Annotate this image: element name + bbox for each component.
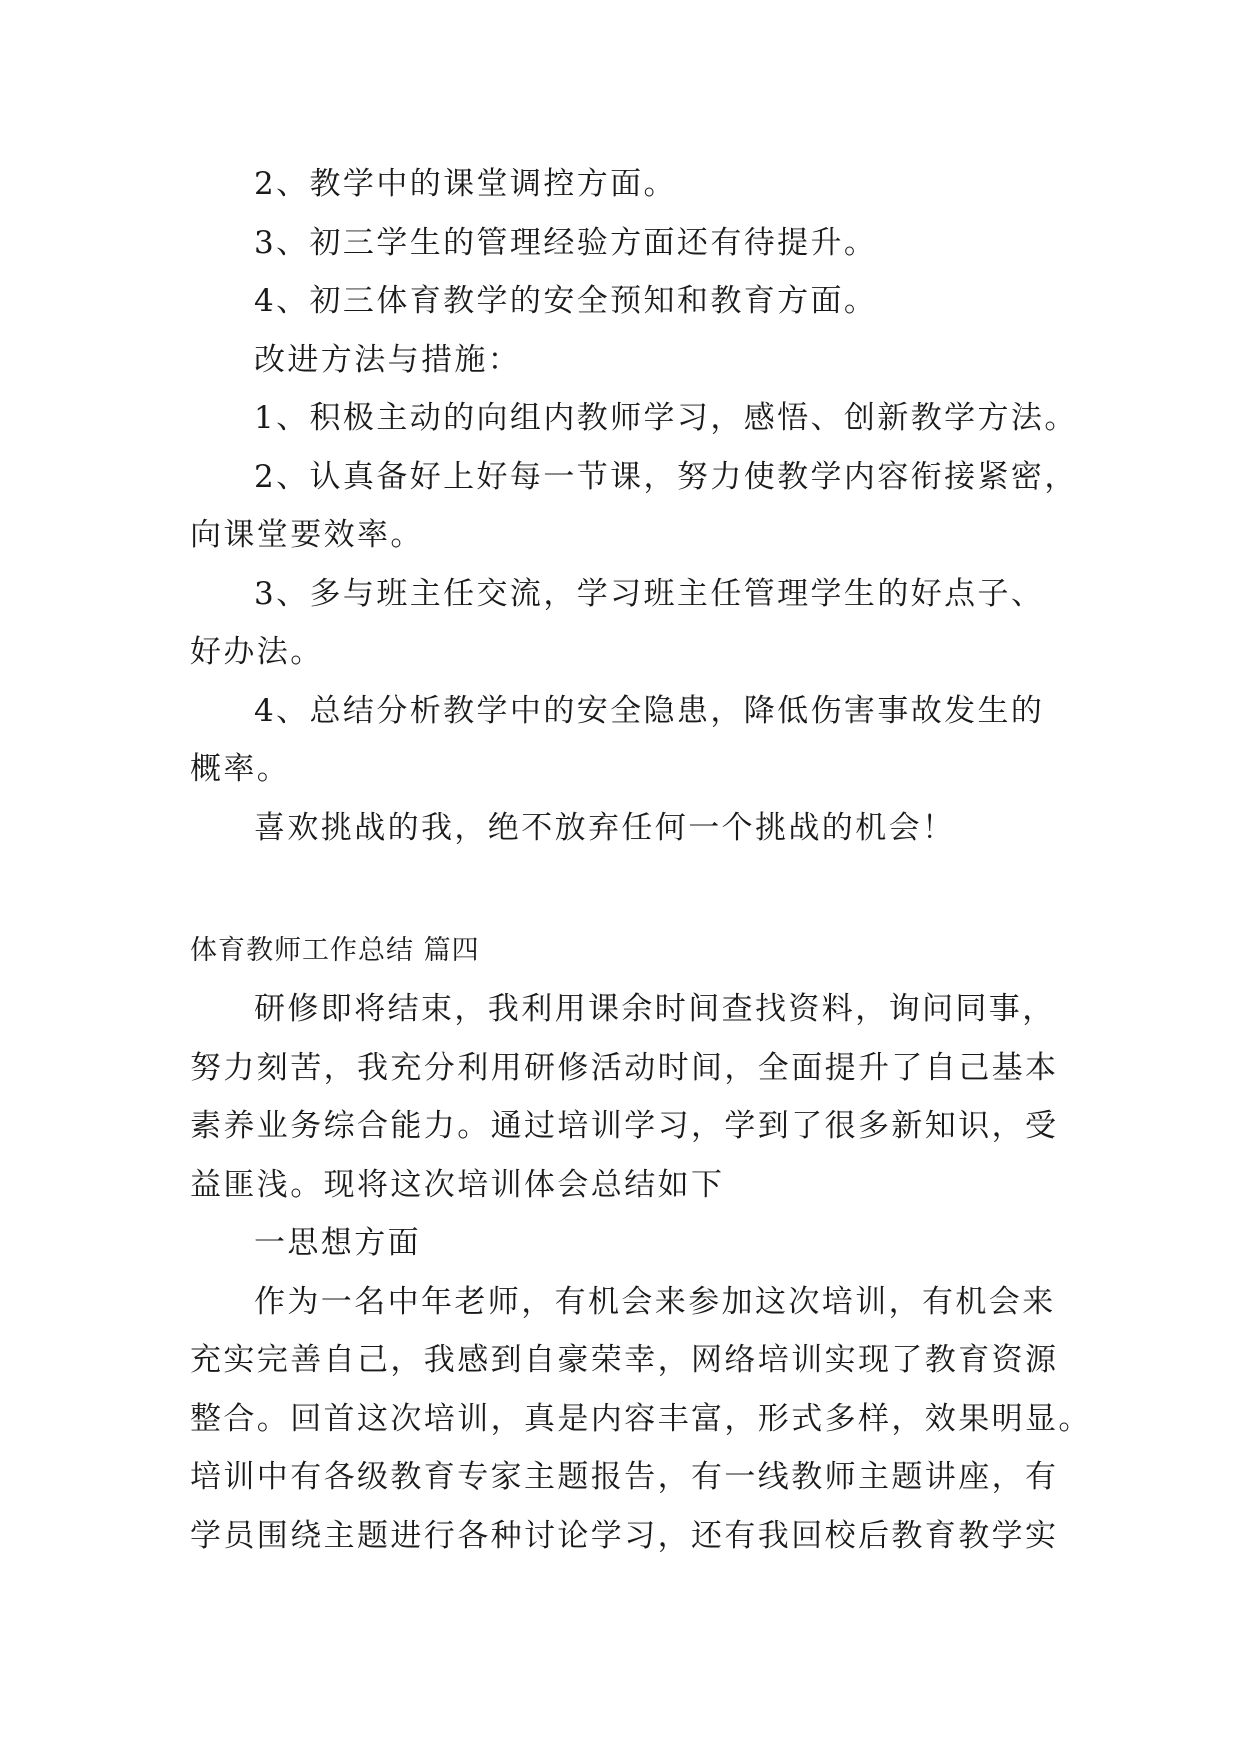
paragraph-line: 培训中有各级教育专家主题报告，有一线教师主题讲座，有 <box>190 1459 1059 1495</box>
paragraph-line: 努力刻苦，我充分利用研修活动时间，全面提升了自己基本 <box>190 1049 1059 1086</box>
paragraph-line: 3、初三学生的管理经验方面还有待提升。 <box>254 224 878 261</box>
paragraph-line: 4、总结分析教学中的安全隐患，降低伤害事故发生的 <box>254 692 1045 729</box>
section-title: 体育教师工作总结 篇四 <box>190 935 480 966</box>
paragraph-line: 概率。 <box>190 751 291 787</box>
paragraph-line: 喜欢挑战的我，绝不放弃任何一个挑战的机会！ <box>254 809 956 846</box>
paragraph-line: 素养业务综合能力。通过培训学习，学到了很多新知识，受 <box>190 1108 1059 1144</box>
paragraph-line: 3、多与班主任交流，学习班主任管理学生的好点子、 <box>254 575 1045 612</box>
paragraph-line: 研修即将结束，我利用课余时间查找资料，询问同事， <box>254 991 1056 1027</box>
subheading-thought: 一思想方面 <box>254 1225 421 1261</box>
paragraph-line: 学员围绕主题进行各种讨论学习，还有我回校后教育教学实 <box>190 1517 1059 1554</box>
document-body <box>190 155 1092 1565</box>
paragraph-line: 1、积极主动的向组内教师学习，感悟、创新教学方法。 <box>254 400 1078 436</box>
paragraph-line: 2、认真备好上好每一节课，努力使教学内容衔接紧密， <box>254 458 1078 495</box>
paragraph-line: 充实完善自己，我感到自豪荣幸，网络培训实现了教育资源 <box>190 1342 1059 1378</box>
paragraph-line: 4、初三体育教学的安全预知和教育方面。 <box>254 283 878 319</box>
paragraph-line: 好办法。 <box>190 634 324 670</box>
paragraph-line: 2、教学中的课堂调控方面。 <box>254 166 677 202</box>
paragraph-line: 整合。回首这次培训，真是内容丰富，形式多样，效果明显。 <box>190 1400 1092 1437</box>
paragraph-line: 益匪浅。现将这次培训体会总结如下 <box>190 1166 725 1203</box>
paragraph-line: 向课堂要效率。 <box>190 517 424 553</box>
paragraph-line: 作为一名中年老师，有机会来参加这次培训，有机会来 <box>254 1283 1056 1320</box>
subheading-improvement: 改进方法与措施： <box>254 341 522 378</box>
